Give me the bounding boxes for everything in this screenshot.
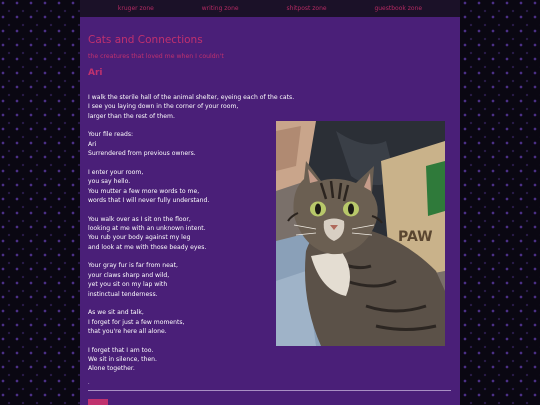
poem-line: your claws sharp and wild, (88, 271, 170, 279)
poem-line: I walk the sterile hall of the animal shelter, eyeing each of the cats. (88, 94, 295, 101)
divider (88, 390, 451, 391)
footer-link-stub[interactable] (88, 399, 108, 405)
cat-photo-illustration (276, 121, 445, 346)
poem-line: I see you laying down in the corner of your room, (88, 103, 239, 111)
poem-line: that you're here all alone. (88, 328, 167, 336)
poem-line: Alone together. (88, 365, 135, 373)
nav-link-kruger[interactable]: kruger zone (117, 5, 154, 12)
poem-title: Ari (88, 68, 103, 78)
poem-line: Surrendered from previous owners. (88, 150, 196, 158)
poem-stanza (88, 93, 295, 121)
poem-line: Your file reads: (88, 131, 134, 139)
top-nav (80, 0, 460, 17)
page-title: Cats and Connections (88, 34, 203, 46)
poem-line: instinctual tenderness. (88, 290, 158, 298)
poem-line: I forget for just a few moments, (88, 318, 185, 326)
poem-line: Ari (88, 140, 97, 148)
poem-line: As we sit and talk, (88, 309, 144, 317)
poem-stanza (88, 261, 278, 299)
poem-stanza (88, 130, 278, 158)
nav-link-writing[interactable]: writing zone (201, 5, 239, 12)
nav-link-guestbook[interactable]: guestbook zone (374, 5, 423, 12)
poem-line: Your gray fur is far from neat, (88, 262, 178, 270)
poem-line: You mutter a few more words to me, (88, 187, 200, 195)
nav-link-shitpost[interactable]: shitpost zone (286, 5, 327, 12)
poem-line: larger than the rest of them. (88, 112, 175, 120)
poem-line: You walk over as I sit on the floor, (88, 215, 191, 223)
poem-line: you say hello. (88, 178, 131, 186)
poem-line: yet you sit on my lap with (88, 281, 168, 289)
cat-photo (276, 121, 445, 346)
poem-stanza (88, 168, 278, 206)
poem-line: looking at me with an unknown intent. (88, 225, 206, 233)
poem-line: and look at me with those beady eyes. (88, 243, 207, 251)
poem-line: We sit in silence, then. (88, 356, 157, 364)
poem-line: I enter your room, (88, 168, 144, 176)
page-column (80, 0, 460, 405)
main-content (80, 34, 460, 79)
poem-body (88, 93, 295, 383)
bag-text: PAW (398, 229, 433, 245)
page-subtitle: the creatures that loved me when I couldn't (88, 53, 224, 60)
poem-line: words that I will never fully understand. (88, 197, 210, 205)
poem-stanza (88, 215, 278, 253)
poem-stanza (88, 346, 278, 374)
end-mark: . (88, 380, 90, 386)
poem-line: I forget that I am too. (88, 346, 154, 354)
poem-stanza (88, 308, 278, 336)
poem-line: You rub your body against my leg (88, 234, 191, 242)
